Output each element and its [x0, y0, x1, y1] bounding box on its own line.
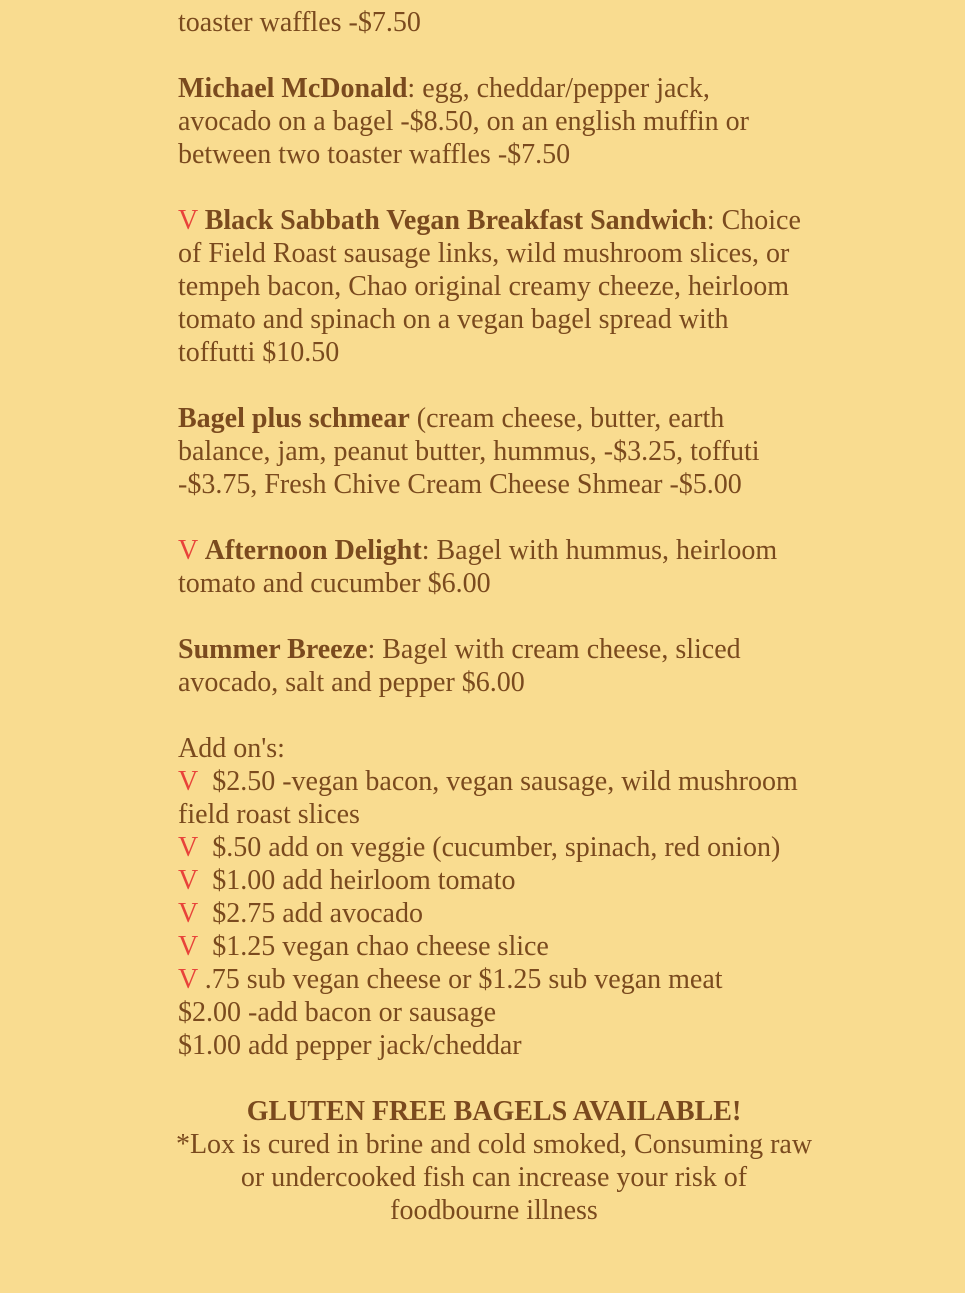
- addon-text: .75 sub vegan cheese or $1.25 sub vegan meat: [204, 964, 723, 995]
- addon-item: [178, 963, 808, 996]
- lox-disclaimer: *Lox is cured in brine and cold smoked, Consuming raw or undercooked fish can increase your risk of foodbourne illness: [175, 1129, 813, 1226]
- item-text: [178, 534, 808, 600]
- vegan-mark: V: [178, 964, 198, 995]
- item-description: (cream cheese, butter, earth balance, jam, peanut butter, hummus, -$3.25, toffuti -$3.75, Fresh Chive Cream Cheese Shmear -$5.00: [178, 403, 760, 500]
- item-name: Michael McDonald: [178, 73, 408, 104]
- item-name: Bagel plus schmear: [178, 403, 410, 434]
- item-text: [178, 402, 808, 501]
- vegan-mark: V: [178, 931, 199, 962]
- vegan-mark: V: [178, 898, 199, 929]
- addon-text: $.50 add on veggie (cucumber, spinach, red onion): [212, 832, 781, 863]
- addon-text: $1.00 add heirloom tomato: [212, 865, 516, 896]
- item-description: : egg, cheddar/pepper jack, avocado on a bagel -$8.50, on an english muffin or between two toaster waffles -$7.50: [178, 73, 750, 170]
- vegan-mark: V: [178, 832, 199, 863]
- item-name: Summer Breeze: [178, 634, 368, 665]
- gluten-free-notice: GLUTEN FREE BAGELS AVAILABLE!: [246, 1096, 742, 1127]
- item-description: : Choice of Field Roast sausage links, wild mushroom slices, or tempeh bacon, Chao original creamy cheeze, heirloom tomato and spinach on a vegan bagel spread with toffutti $10.50: [178, 205, 801, 368]
- addon-item: $2.00 -add bacon or sausage: [178, 997, 497, 1028]
- addon-text: $2.50 -vegan bacon, vegan sausage, wild mushroom field roast slices: [178, 766, 798, 830]
- item-description: : Bagel with cream cheese, sliced avocado, salt and pepper $6.00: [178, 634, 741, 698]
- item-description: : Bagel with hummus, heirloom tomato and cucumber $6.00: [178, 535, 778, 599]
- vegan-mark: V: [178, 865, 199, 896]
- addon-item: [178, 930, 808, 963]
- menu-item-michael-mcdonald: [178, 72, 808, 171]
- item-text: [178, 72, 808, 171]
- menu-item-afternoon-delight: [178, 534, 808, 600]
- item-name: Black Sabbath Vegan Breakfast Sandwich: [204, 205, 707, 236]
- addons-section: [178, 732, 808, 1062]
- addon-text: $1.25 vegan chao cheese slice: [212, 931, 549, 962]
- menu-footer: [174, 1095, 814, 1227]
- addons-heading: Add on's:: [178, 733, 285, 764]
- addon-item: [178, 864, 808, 897]
- addon-text: $2.75 add avocado: [212, 898, 423, 929]
- vegan-mark: V: [178, 205, 198, 236]
- item-text: [178, 633, 808, 699]
- item-text: [178, 204, 808, 369]
- menu-item-fragment: [178, 6, 808, 39]
- vegan-mark: V: [178, 535, 198, 566]
- item-name: Afternoon Delight: [204, 535, 422, 566]
- menu-content: [175, 6, 813, 1227]
- menu-item-bagel-plus-schmear: [178, 402, 808, 501]
- item-description-fragment: toaster waffles -$7.50: [178, 7, 421, 38]
- addon-item: [178, 765, 808, 831]
- menu-item-summer-breeze: [178, 633, 808, 699]
- addon-item: $1.00 add pepper jack/cheddar: [178, 1030, 522, 1061]
- addon-item: [178, 897, 808, 930]
- addon-item: [178, 831, 808, 864]
- menu-item-black-sabbath: [178, 204, 808, 369]
- vegan-mark: V: [178, 766, 199, 797]
